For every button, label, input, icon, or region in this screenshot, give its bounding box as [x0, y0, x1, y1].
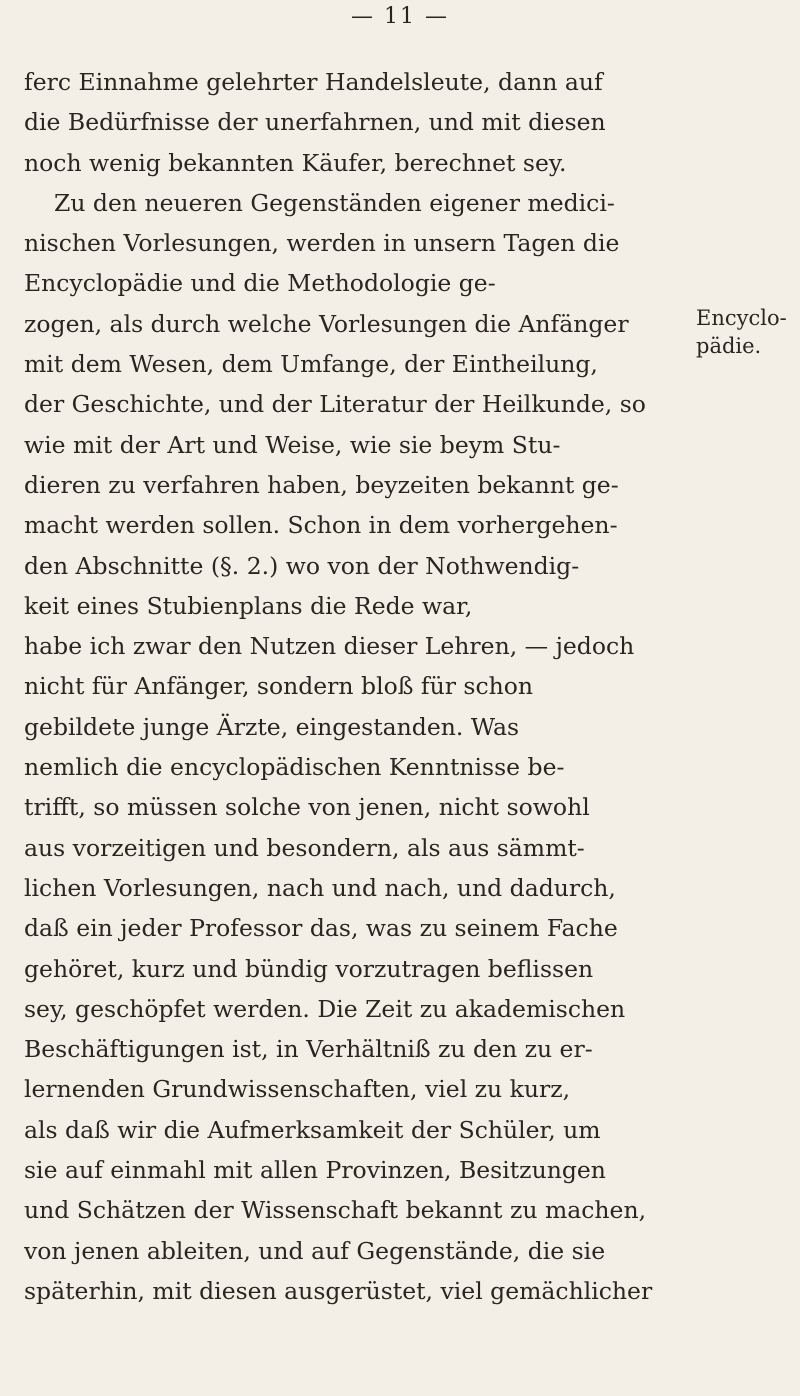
margin-note — [696, 304, 796, 360]
text-line: der Geschichte, und der Literatur der Heilkunde, so — [24, 390, 646, 419]
text-line: trifft, so müssen solche von jenen, nicht sowohl — [24, 793, 590, 822]
text-line: Zu den neueren Gegenständen eigener medici- — [54, 188, 615, 217]
text-line: sey, geschöpfet werden. Die Zeit zu akademischen — [24, 994, 626, 1023]
body-text — [24, 62, 694, 1311]
text-line: wie mit der Art und Weise, wie sie beym Stu- — [24, 430, 561, 459]
text-line: daß ein jeder Professor das, was zu seinem Fache — [24, 914, 618, 943]
text-line: und Schätzen der Wissenschaft bekannt zu machen, — [24, 1196, 647, 1225]
text-line: Beschäftigungen ist, in Verhältniß zu den zu er- — [24, 1035, 593, 1064]
text-line: sie auf einmahl mit allen Provinzen, Besitzungen — [24, 1156, 606, 1185]
text-line: gehöret, kurz und bündig vorzutragen beflissen — [24, 954, 594, 983]
text-line: späterhin, mit diesen ausgerüstet, viel gemächlicher — [24, 1276, 653, 1305]
text-line: die Bedürfnisse der unerfahrnen, und mit diesen — [24, 108, 606, 137]
text-line: aus vorzeitigen und besondern, als aus sämmt- — [24, 833, 585, 862]
text-line: noch wenig bekannten Käufer, berechnet sey. — [24, 148, 567, 177]
text-line: nicht für Anfänger, sondern bloß für schon — [24, 672, 534, 701]
text-line: macht werden sollen. Schon in dem vorhergehen- — [24, 511, 618, 540]
text-line: von jenen ableiten, und auf Gegenstände, die sie — [24, 1236, 606, 1265]
text-line: habe ich zwar den Nutzen dieser Lehren, — jedoch — [24, 632, 635, 661]
text-line: nemlich die encyclopädischen Kenntnisse be- — [24, 753, 565, 782]
page-header: — 11 — — [351, 4, 449, 29]
text-line: dieren zu verfahren haben, beyzeiten bekannt ge- — [24, 470, 619, 499]
text-line: mit dem Wesen, dem Umfange, der Eintheilung, — [24, 350, 598, 379]
margin-note-line: pädie. — [696, 334, 762, 358]
text-line: den Abschnitte (§. 2.) wo von der Nothwendig- — [24, 551, 580, 580]
text-line: nischen Vorlesungen, werden in unsern Tagen die — [24, 229, 620, 258]
margin-note-line: Encyclo- — [696, 306, 787, 330]
text-line: keit eines Stubienplans die Rede war, — [24, 591, 473, 620]
text-line: lernenden Grundwissenschaften, viel zu kurz, — [24, 1075, 571, 1104]
text-line: Encyclopädie und die Methodologie ge- — [24, 269, 496, 298]
text-line: zogen, als durch welche Vorlesungen die Anfänger — [24, 309, 629, 338]
text-line: als daß wir die Aufmerksamkeit der Schüler, um — [24, 1115, 601, 1144]
text-line: ferc Einnahme gelehrter Handelsleute, dann auf — [24, 68, 603, 96]
text-line: gebildete junge Ärzte, eingestanden. Was — [24, 712, 520, 741]
text-line: lichen Vorlesungen, nach und nach, und dadurch, — [24, 873, 616, 902]
